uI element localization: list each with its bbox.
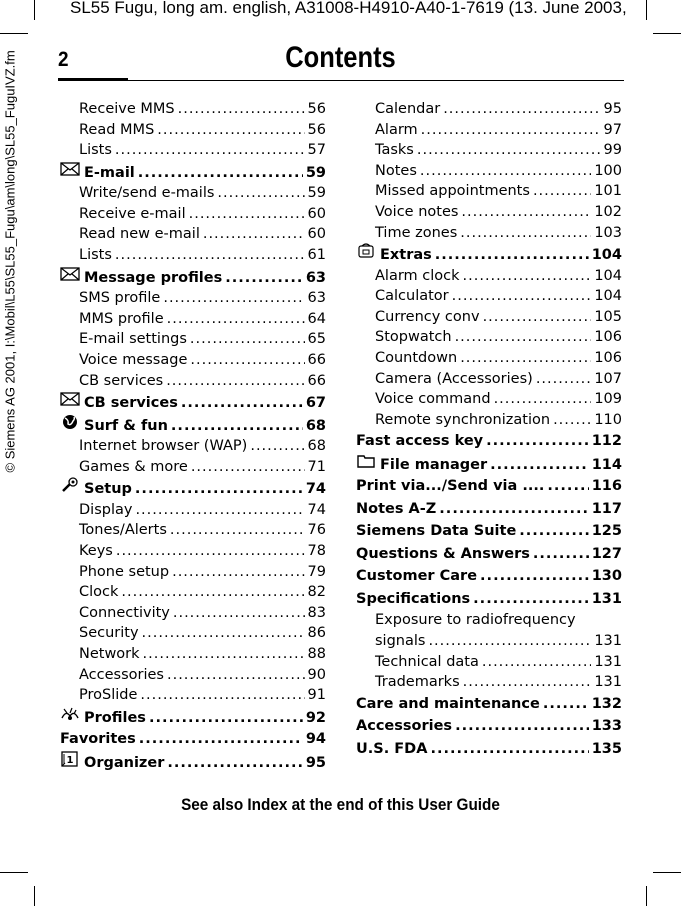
toc-page-number: 71: [307, 458, 326, 475]
toc-page-number: 104: [594, 288, 622, 305]
toc-page-number: 103: [594, 224, 622, 241]
dot-leader: [460, 223, 591, 244]
dot-leader: [181, 392, 303, 415]
toc-page-number: 106: [594, 329, 622, 346]
toc-page-number: 66: [307, 372, 326, 389]
dot-leader: [166, 371, 304, 392]
dot-leader: [138, 162, 303, 185]
toc-page-number: 132: [591, 695, 622, 712]
toc-entry-label: Tasks: [375, 142, 414, 159]
dot-leader: [482, 652, 591, 673]
toc-entry[interactable]: [60, 582, 326, 603]
toc-entry-label: Calculator: [375, 288, 449, 305]
toc-entry-label: Calendar: [375, 101, 441, 117]
toc-entry-label: U.S. FDA: [356, 740, 428, 757]
toc-page-number: 102: [594, 203, 622, 220]
toc-entry[interactable]: [356, 286, 622, 307]
toc-page-number: 109: [594, 391, 622, 408]
toc-page-number: 90: [307, 666, 326, 683]
toc-entry-label: Specifications: [356, 590, 471, 607]
toc-entry[interactable]: [60, 520, 326, 541]
dot-leader: [178, 99, 305, 120]
dot-leader: [483, 307, 592, 328]
toc-entry-label: Games & more: [79, 458, 188, 475]
toc-entry[interactable]: [60, 541, 326, 562]
dot-leader: [417, 140, 601, 161]
toc-page-number: 133: [591, 718, 622, 735]
toc-entry-label: Questions & Answers: [356, 545, 530, 562]
globe-icon: [60, 414, 80, 430]
toc-entry[interactable]: [60, 685, 326, 706]
toc-entry-label: Remote synchronization: [375, 411, 551, 428]
dot-leader: [428, 631, 591, 652]
toc-entry-label: Care and maintenance: [356, 695, 540, 712]
dot-leader: [135, 478, 303, 501]
toc-page-number: 67: [305, 395, 326, 412]
crop-mark: [0, 33, 28, 34]
dot-leader: [455, 715, 589, 738]
toc-page-number: 76: [307, 522, 326, 539]
dot-leader: [115, 140, 305, 161]
toc-entry[interactable]: [60, 204, 326, 225]
toc-entry[interactable]: [356, 140, 622, 161]
toc-page-number: 63: [305, 269, 326, 286]
toc-page-number: 63: [307, 290, 326, 307]
toc-page-number: 79: [307, 563, 326, 580]
toc-entry[interactable]: [60, 623, 326, 644]
toc-entry-label: Accessories: [356, 718, 453, 735]
toc-entry-label: Fast access key: [356, 433, 484, 450]
toc-page-number: 91: [307, 687, 326, 704]
crop-mark: [0, 872, 28, 873]
toc-chapter-entry[interactable]: [60, 161, 326, 184]
toc-right-column: [356, 99, 622, 760]
toc-entry-label: Tones/Alerts: [79, 522, 167, 539]
dot-leader: [533, 181, 591, 202]
dot-leader: [170, 520, 305, 541]
toc-entry[interactable]: [60, 120, 326, 141]
dot-leader: [455, 327, 592, 348]
toc-entry-label: Countdown: [375, 350, 458, 367]
toc-entry-label: ProSlide: [79, 687, 138, 704]
toc-entry[interactable]: [356, 631, 622, 652]
dot-leader: [149, 707, 303, 730]
dot-leader: [172, 562, 304, 583]
dot-leader: [190, 350, 304, 371]
document-header-line: SL55 Fugu, long am. english, A31008-H4910-A40-1-7619 (13. June 2003,: [70, 0, 627, 17]
title-rule: [128, 80, 624, 81]
toc-entry[interactable]: [356, 223, 622, 244]
toc-entry-label: E-mail settings: [79, 331, 187, 348]
toc-entry[interactable]: [356, 99, 622, 120]
toc-page-number: 65: [307, 331, 326, 348]
toc-entry[interactable]: [60, 140, 326, 161]
toc-entry[interactable]: [60, 457, 326, 478]
toc-entry[interactable]: [356, 672, 622, 693]
toc-entry-label: Siemens Data Suite: [356, 523, 517, 540]
toc-entry-label: signals: [375, 633, 426, 649]
toc-entry[interactable]: [60, 309, 326, 330]
toc-page-number: 68: [307, 438, 326, 455]
toc-entry[interactable]: [356, 389, 622, 410]
dot-leader: [163, 288, 304, 309]
toc-entry[interactable]: [356, 120, 622, 141]
toc-page-number: 78: [307, 543, 326, 559]
toc-entry-label: Read new e-mail: [79, 226, 200, 243]
toc-entry-label: Alarm clock: [375, 267, 460, 284]
toc-page-number: 104: [591, 247, 622, 264]
toc-page-number: 74: [305, 481, 326, 498]
dot-leader: [167, 665, 305, 686]
toc-page-number: 101: [594, 183, 622, 200]
toc-page-number: 74: [307, 501, 326, 518]
toc-entry-label: Profiles: [84, 709, 146, 726]
toc-page-number: 95: [305, 754, 326, 771]
dot-leader: [203, 224, 305, 245]
dot-leader: [547, 475, 588, 498]
toc-page-number: 107: [594, 370, 622, 387]
toc-entry[interactable]: [60, 245, 326, 266]
toc-entry-label: Setup: [84, 481, 132, 498]
toc-entry[interactable]: [60, 436, 326, 457]
toc-entry-label: Lists: [79, 247, 112, 264]
toc-page-number: 56: [307, 101, 326, 117]
dot-leader: [167, 752, 302, 775]
toc-entry[interactable]: [60, 500, 326, 521]
toc-entry[interactable]: [60, 329, 326, 350]
toc-page-number: 114: [591, 456, 622, 473]
envelope-icon: [60, 161, 80, 177]
toc-entry-label: Write/send e-mails: [79, 185, 215, 202]
toc-page-number: 131: [594, 633, 622, 649]
toc-page-number: 99: [603, 142, 622, 159]
toc-entry-label: Lists: [79, 142, 112, 159]
dot-leader: [189, 204, 305, 225]
toc-page-number: 83: [307, 604, 326, 621]
toc-entry-label: Message profiles: [84, 269, 223, 286]
toc-page-number: 59: [307, 185, 326, 202]
dot-leader: [519, 520, 588, 543]
dot-leader: [191, 457, 305, 478]
toc-page-number: 135: [591, 740, 622, 757]
toc-entry-label: Clock: [79, 584, 119, 601]
dot-leader: [167, 309, 305, 330]
toc-entry-label: Stopwatch: [375, 329, 452, 346]
toc-entry-label: Network: [79, 645, 140, 662]
toc-page-number: 95: [603, 101, 622, 117]
toc-entry-label: Alarm: [375, 121, 418, 138]
toc-page-number: 86: [307, 625, 326, 642]
toc-entry-label: Extras: [380, 247, 432, 264]
toc-page-number: 94: [305, 731, 326, 748]
toc-entry[interactable]: [356, 369, 622, 390]
toc-entry-label: Notes: [375, 162, 417, 179]
dot-leader: [473, 588, 589, 611]
profiles-icon: [60, 706, 80, 722]
dot-leader: [460, 348, 591, 369]
toc-chapter-entry[interactable]: [60, 706, 326, 729]
dot-leader: [139, 728, 303, 751]
toc-chapter-entry[interactable]: [356, 693, 622, 716]
toc-entry[interactable]: [60, 562, 326, 583]
dot-leader: [115, 245, 305, 266]
toc-page-number: 104: [594, 267, 622, 284]
toc-page-number: 59: [305, 164, 326, 181]
toc-page-number: 112: [591, 433, 622, 450]
dot-leader: [494, 389, 592, 410]
toc-entry[interactable]: [60, 603, 326, 624]
toc-entry-label: Connectivity: [79, 604, 170, 621]
extras-icon: [356, 243, 376, 259]
toc-entry-label: Voice command: [375, 391, 491, 408]
toc-page-number: 117: [591, 500, 622, 517]
toc-page-number: 110: [594, 411, 622, 428]
toc-chapter-entry[interactable]: [356, 738, 622, 761]
dot-leader: [452, 286, 592, 307]
crop-mark: [34, 0, 35, 20]
toc-chapter-entry[interactable]: [60, 477, 326, 500]
toc-entry-label: Missed appointments: [375, 183, 530, 200]
toc-entry-label: E-mail: [84, 164, 135, 181]
toc-page-number: 88: [307, 645, 326, 662]
toc-entry-label: CB services: [79, 372, 164, 389]
dot-leader: [430, 738, 588, 761]
toc-chapter-entry[interactable]: [60, 414, 326, 437]
toc-entry[interactable]: [60, 288, 326, 309]
toc-chapter-entry[interactable]: [356, 565, 622, 588]
toc-page-number: 106: [594, 350, 622, 367]
dot-leader: [420, 161, 591, 182]
toc-entry-label: Voice message: [79, 351, 188, 368]
toc-chapter-entry[interactable]: [60, 751, 326, 774]
toc-entry[interactable]: [60, 665, 326, 686]
toc-page-number: 82: [307, 584, 326, 601]
toc-chapter-entry[interactable]: [356, 453, 622, 476]
crop-mark: [34, 886, 35, 906]
toc-entry-label: Camera (Accessories): [375, 370, 533, 387]
toc-entry-label: Keys: [79, 543, 113, 559]
toc-chapter-entry[interactable]: [356, 475, 622, 498]
toc-page-number: 131: [594, 653, 622, 670]
toc-entry[interactable]: [356, 410, 622, 431]
toc-entry-label: Phone setup: [79, 563, 170, 580]
dot-leader: [250, 436, 304, 457]
dot-leader: [435, 244, 589, 267]
toc-left-column: [60, 99, 326, 773]
toc-entry-label: File manager: [380, 456, 488, 473]
dot-leader: [225, 267, 303, 290]
dot-leader: [421, 120, 601, 141]
toc-entry-label: Accessories: [79, 666, 164, 683]
toc-entry-label: Time zones: [375, 224, 458, 241]
toc-page-number: 56: [307, 121, 326, 138]
page-title: Contents: [285, 41, 396, 74]
toc-page-number: 68: [305, 417, 326, 434]
toc-page-number: 131: [591, 590, 622, 607]
dot-leader: [533, 543, 589, 566]
dot-leader: [171, 415, 303, 438]
dot-leader: [443, 99, 600, 120]
toc-page-number: 61: [307, 247, 326, 264]
dot-leader: [543, 693, 589, 716]
svg-text:1: 1: [66, 754, 74, 766]
toc-entry-label: Currency conv: [375, 308, 480, 325]
toc-entry-label: Receive MMS: [79, 101, 175, 117]
envelope-icon: [60, 266, 80, 282]
toc-chapter-entry[interactable]: [356, 588, 622, 611]
dot-leader: [142, 623, 305, 644]
dot-leader: [190, 329, 305, 350]
toc-entry-label: CB services: [84, 395, 178, 412]
toc-chapter-entry[interactable]: [356, 430, 622, 453]
toc-entry[interactable]: [60, 644, 326, 665]
toc-entry-label: Receive e-mail: [79, 205, 186, 222]
toc-entry-label: Print via.../Send via ....: [356, 478, 545, 495]
toc-page-number: 57: [307, 142, 326, 159]
footer-note: See also Index at the end of this User Guide: [181, 795, 500, 814]
toc-entry[interactable]: [60, 224, 326, 245]
toc-page-number: 125: [591, 523, 622, 540]
dot-leader: [490, 454, 589, 477]
crop-mark: [646, 886, 647, 906]
toc-chapter-entry[interactable]: [356, 498, 622, 521]
toc-entry-label: Internet browser (WAP): [79, 438, 248, 455]
dot-leader: [143, 644, 305, 665]
toc-entry[interactable]: [356, 327, 622, 348]
dot-leader: [486, 430, 589, 453]
crop-mark: [653, 33, 681, 34]
dot-leader: [439, 498, 588, 521]
toc-chapter-entry[interactable]: [60, 266, 326, 289]
toc-entry[interactable]: [356, 181, 622, 202]
toc-entry-label: SMS profile: [79, 290, 161, 307]
crop-mark: [653, 872, 681, 873]
side-copyright-text: © Siemens AG 2001, I:\Mobil\L55\SL55_Fugu\am\long\SL55_FuguIVZ.fm: [2, 50, 18, 473]
toc-entry[interactable]: [60, 99, 326, 120]
toc-page-number: 64: [307, 310, 326, 327]
wrench-icon: [60, 477, 80, 493]
dot-leader: [116, 541, 305, 562]
toc-chapter-entry[interactable]: [356, 543, 622, 566]
dot-leader: [173, 603, 305, 624]
toc-page-number: 127: [591, 545, 622, 562]
dot-leader: [140, 685, 304, 706]
dot-leader: [135, 500, 304, 521]
toc-page-number: 105: [594, 308, 622, 325]
page-number: 2: [58, 48, 69, 71]
toc-entry-label: Display: [79, 501, 133, 518]
toc-entry[interactable]: [356, 202, 622, 223]
toc-page-number: 66: [307, 351, 326, 368]
toc-entry-label: Customer Care: [356, 568, 478, 585]
dot-leader: [463, 672, 592, 693]
folder-icon: [356, 453, 376, 469]
toc-entry[interactable]: [60, 183, 326, 204]
organizer-icon: [60, 751, 80, 767]
toc-entry-label: Trademarks: [375, 674, 460, 691]
toc-page-number: 131: [594, 674, 622, 691]
toc-entry[interactable]: [356, 348, 622, 369]
toc-entry-label: Voice notes: [375, 203, 459, 220]
toc-chapter-entry[interactable]: [60, 728, 326, 751]
toc-chapter-entry[interactable]: [356, 520, 622, 543]
dot-leader: [461, 202, 591, 223]
toc-entry[interactable]: [356, 266, 622, 287]
toc-page-number: 60: [307, 205, 326, 222]
crop-mark: [646, 0, 647, 20]
toc-entry-label: Organizer: [84, 754, 165, 771]
toc-page-number: 60: [307, 226, 326, 243]
toc-page-number: 100: [594, 162, 622, 179]
toc-entry-label: Surf & fun: [84, 417, 168, 434]
toc-entry[interactable]: [356, 307, 622, 328]
toc-page-number: 130: [591, 568, 622, 585]
toc-chapter-entry[interactable]: [356, 715, 622, 738]
toc-entry-label: Technical data: [375, 653, 479, 670]
dot-leader: [480, 565, 589, 588]
toc-page-number: 116: [591, 478, 622, 495]
envelope-icon: [60, 391, 80, 407]
toc-entry-label: Notes A-Z: [356, 500, 437, 517]
dot-leader: [536, 369, 592, 390]
dot-leader: [463, 266, 592, 287]
toc-page-number: 92: [305, 709, 326, 726]
toc-entry-label: MMS profile: [79, 310, 164, 327]
toc-entry-label: Exposure to radiofrequency: [375, 612, 576, 629]
toc-entry-label: Security: [79, 625, 139, 642]
dot-leader: [121, 582, 304, 603]
dot-leader: [553, 410, 591, 431]
toc-entry-label: Favorites: [60, 731, 136, 748]
dot-leader: [217, 183, 304, 204]
toc-chapter-entry[interactable]: [356, 243, 622, 266]
toc-page-number: 97: [603, 121, 622, 138]
toc-chapter-entry[interactable]: [60, 391, 326, 414]
toc-entry[interactable]: [356, 652, 622, 673]
toc-entry[interactable]: [60, 371, 326, 392]
toc-entry[interactable]: [356, 161, 622, 182]
dot-leader: [157, 120, 304, 141]
toc-entry[interactable]: [60, 350, 326, 371]
toc-entry-label: Read MMS: [79, 121, 155, 138]
title-rule-thick: [58, 78, 128, 81]
